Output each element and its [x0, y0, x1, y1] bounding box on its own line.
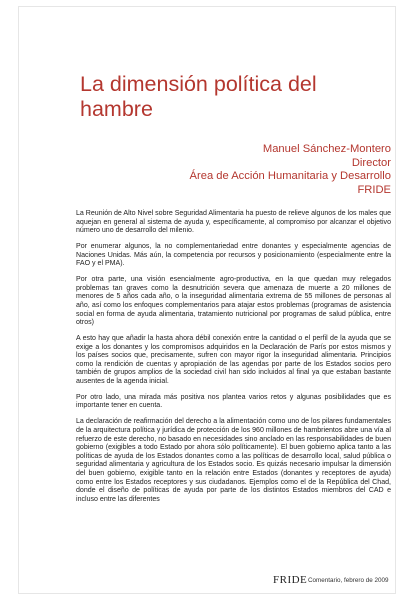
paragraph: A esto hay que añadir la hasta ahora débil conexión entre la cantidad o el perfil de la ayuda que se exige a los donantes y los compromisos adquiridos en la Declaración de París por estos mismos y los países socios que, precisamente, sufren con mayor rigor la inseguridad alimentaria. Principios como la rendición de cuentas y apropiación de las agendas por parte de los Estados socios pero también de grupos amplios de la sociedad civil han sido incluidos al final ya que estaban bastante ausentes de la agenda inicial.	[76, 335, 391, 385]
author-organization: FRIDE	[357, 183, 391, 196]
paragraph: La declaración de reafirmación del derecho a la alimentación como uno de los pilares fundamentales de la arquitectura política y jurídica de protección de los 960 millones de hambrientos abre una vía al refuerzo de este derecho, no basado en necesidades sino anclado en las responsabilidades de buen gobierno (exigibles a todo Estado por ahora sólo políticamente). El buen gobierno aplica tanto a las políticas de ayuda de los Estados donantes como a las políticas de desarrollo local, salud pública o seguridad alimentaria y agricultura de los Estados socio. Es quizás necesario impulsar la dimensión del buen gobierno, exigible tanto en la relación entre Estados (donantes y receptores de ayuda) como entre los Estados receptores y sus ciudadanos. Ejemplos como el de la República del Chad, donde el diseño de políticas de ayuda por parte de los distintos Estados miembros del CAD e incluso entre las diferentes	[76, 418, 391, 503]
author-role: Director	[351, 156, 391, 169]
paragraph: Por enumerar algunos, la no complementariedad entre donantes y especialmente agencias de Naciones Unidas. Más aún, la competencia por recursos y posicionamiento (especialmente entre la FAO y el PMA).	[76, 243, 391, 268]
footer-logo: FRIDE	[273, 574, 308, 586]
author-department: Área de Acción Humanitaria y Desarrollo	[189, 170, 391, 182]
paragraph: Por otro lado, una mirada más positiva nos plantea varios retos y algunas posibilidades que es importante tener en cuenta.	[76, 393, 391, 410]
author-name: Manuel Sánchez-Montero	[262, 143, 391, 155]
author-block	[91, 143, 391, 197]
paragraph: La Reunión de Alto Nivel sobre Seguridad Alimentaria ha puesto de relieve algunos de los males que aquejan en general al sistema de ayuda y, específicamente, al compromiso por alcanzar el objetivo número uno de desarrollo del milenio.	[76, 210, 391, 235]
body-text	[76, 210, 391, 512]
paragraph: Por otra parte, una visión esencialmente agro-productiva, en la que quedan muy relegados problemas tan graves como la desnutrición severa que amenaza de muerte a 20 millones de menores de 5 años cada año, o la inseguridad alimentaria extrema de 55 millones de personas al año, así como los enfoques complementarios para atajar estos problemas (programas de asistencia social en forma de ayuda alimentaria, tratamiento nutricional por programas de salud pública, entre otros)	[76, 276, 391, 327]
document-title: La dimensión política del hambre	[80, 72, 317, 121]
footer-note: Comentario, febrero de 2009	[308, 577, 389, 584]
